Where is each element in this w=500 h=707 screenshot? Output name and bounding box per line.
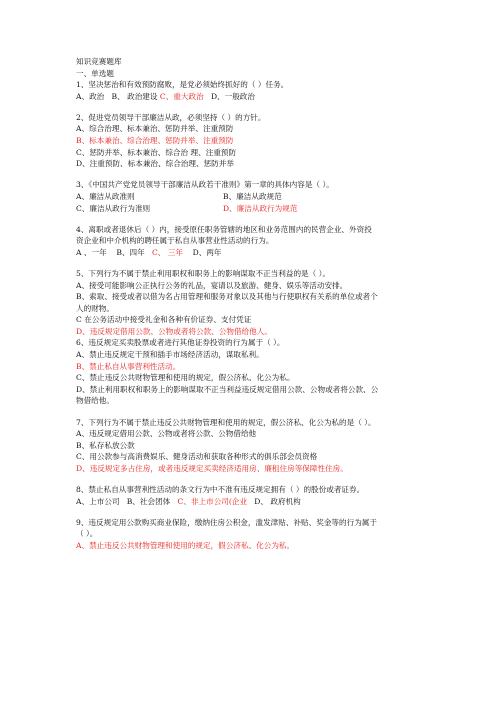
document-content xyxy=(76,56,436,551)
q8-option-d: D、 政府机构 xyxy=(254,496,301,506)
q4-option-b: B、四年 xyxy=(116,247,145,257)
q2-option-a: A、综合治理、标本兼治、惩防并举、注重预防 xyxy=(76,124,234,134)
q5-option-b-line-1: B、索取、接受或者以借为名占用管理和服务对象以及其他与行使职权有关系的单位或者个 xyxy=(76,292,378,302)
q5-option-d-answer: D、违反规定借用公款、公物或者将公款、公物借给他人。 xyxy=(76,326,272,336)
question-4-stem-line-1: 4、离职或者退休后（ ）内，接受原任职务管辖的地区和业务范围内的民营企业、外资投 xyxy=(76,224,372,234)
question-9-stem-line-1: 9、违反规定用公款购买商业保险，缴纳住房公积金，滥发津贴、补贴、奖金等的行为属于 xyxy=(76,517,377,527)
question-7-stem: 7、下列行为不属于禁止违反公共财物管理和使用的规定，假公济私、化公为私的是（ ）。 xyxy=(76,417,376,427)
q6-option-a: A、禁止违反规定干预和插手市场经济活动，谋取私利。 xyxy=(76,350,264,360)
q4-option-d: D、两年 xyxy=(192,247,222,257)
q3-options-row-1 xyxy=(76,191,436,203)
q8-option-c-answer: C、非上市公司(企业 xyxy=(177,496,248,506)
question-2-stem: 2、促进党员领导干部廉洁从政，必须坚持（ ）的方针。 xyxy=(76,112,266,122)
q5-option-b-line-2: 人的财物。 xyxy=(76,303,114,313)
q5-option-c: C 在公务活动中接受礼金和各种有价证券、支付凭证 xyxy=(76,315,252,325)
q2-option-c: C、惩防并举、标本兼治、综合治 理、注重预防 xyxy=(76,147,237,157)
q6-option-d-line-2: 物借给他。 xyxy=(76,396,114,406)
q3-option-b: B、廉洁从政规范 xyxy=(223,191,282,201)
q9-option-a-answer: A、禁止违反公共财物管理和使用的规定，假公济私、化公为私。 xyxy=(76,540,295,550)
q3-options-row-2 xyxy=(76,203,436,215)
question-4-stem-line-2: 资企业和中介机构的聘任属于私自从事营业性活动的行为。 xyxy=(76,236,274,246)
q7-option-c: C、用公款参与高消费娱乐、健身活动和获取各种形式的俱乐部会员资格 xyxy=(76,452,318,462)
q7-option-b: B、私存私放公款 xyxy=(76,440,135,450)
q5-option-a: A、接受可能影响公正执行公务的礼品，宴请以及旅游、健身、娱乐等活动安排。 xyxy=(76,280,348,290)
q7-option-d-answer: D、违反规定多占住房，或者违反规定买卖经济适用房、廉租住房等保障性住房。 xyxy=(76,463,348,473)
q6-option-b-answer: B、禁止私自从事营利性活动。 xyxy=(76,361,181,371)
question-6-stem: 6、违反规定买卖股票或者进行其他证券投资的行为属于（ ）。 xyxy=(76,338,285,348)
q4-option-a: A 、一年 xyxy=(76,247,107,257)
question-8-options xyxy=(76,496,436,508)
q8-option-b: B、社会团体 xyxy=(126,496,171,506)
q2-option-b-answer: B、标本兼治、综合治理、惩防并举、注重预防 xyxy=(76,136,234,146)
question-1-options xyxy=(76,91,436,103)
q1-option-c-answer: C、重大政治 xyxy=(159,91,204,101)
question-5-stem: 5、下列行为不属于禁止利用职权和职务上的影响谋取不正当利益的是（ ）。 xyxy=(76,268,331,278)
q1-option-d: D、一般政治 xyxy=(210,91,255,101)
question-4-options xyxy=(76,247,436,259)
section-heading: 一、单选题 xyxy=(76,68,114,78)
question-9-stem-line-2: （ ）。 xyxy=(76,529,98,539)
q6-option-d-line-1: D、禁止利用职权和职务上的影响谋取不正当利益违反规定借用公款、公物或者将公款、公 xyxy=(76,384,379,394)
question-1-stem: 1、坚决惩治和有效预防腐败，是党必须始终抓好的（ ）任务。 xyxy=(76,80,289,90)
question-8-stem: 8、禁止私自从事营利性活动的条文行为中不准有违反规定拥有（ ）的股份或者证券。 xyxy=(76,485,365,494)
q7-option-a: A、违反规定借用公款、公物或者将公款、公物借给他 xyxy=(76,429,257,439)
q1-option-a: A、政治 xyxy=(76,91,105,101)
q4-option-c-answer: C、 三年 xyxy=(151,247,183,257)
q1-option-b: B、 政治建设 xyxy=(111,91,158,101)
q3-option-a: A、廉洁从政准则 xyxy=(76,191,135,201)
q3-option-d-answer: D、廉洁从政行为规范 xyxy=(223,203,298,213)
question-3-stem: 3、《中国共产党党员领导干部廉洁从政若干准则》第一章的具体内容是（ ）。 xyxy=(76,180,334,190)
q2-option-d: D、注重预防、标本兼治、综合治理、惩防并举 xyxy=(76,159,234,169)
q6-option-c: C、禁止违反公共财物管理和使用的规定，假公济私、化公为私。 xyxy=(76,373,295,383)
q3-option-c: C、廉洁从政行为准则 xyxy=(76,203,151,213)
q8-option-a: A、上市公司 xyxy=(76,496,120,506)
doc-title: 知识竞赛题库 xyxy=(76,57,122,66)
